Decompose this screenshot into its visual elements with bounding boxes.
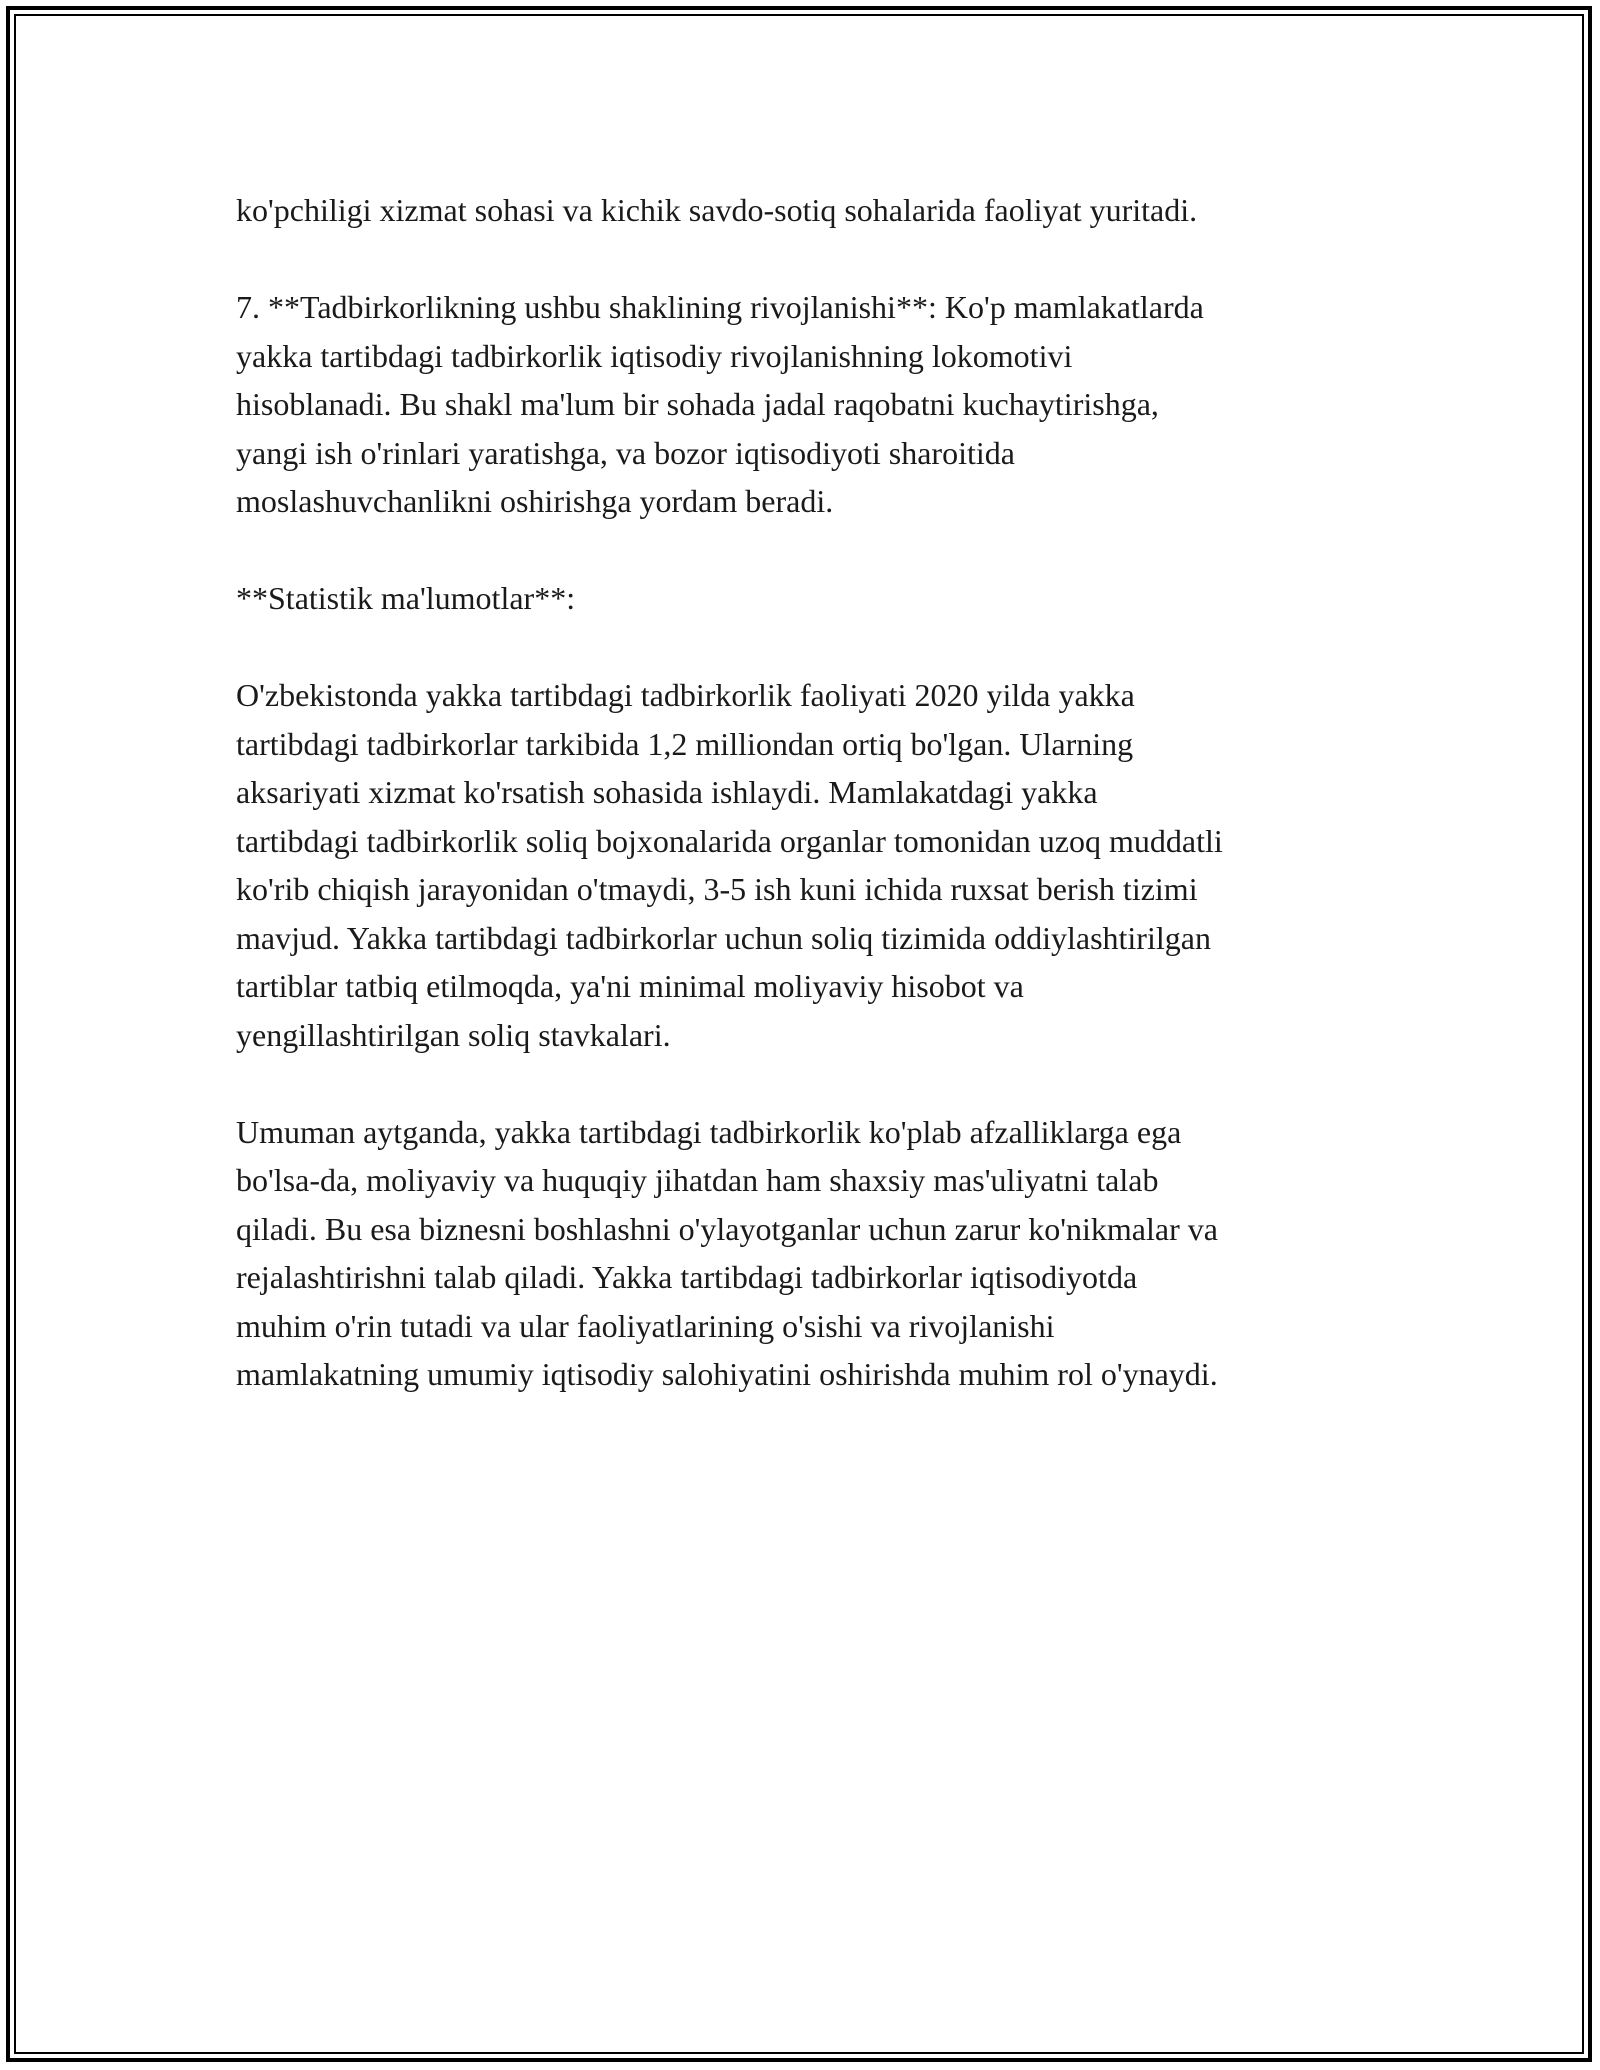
document-body (236, 186, 1396, 1399)
paragraph-statistics-heading: **Statistik ma'lumotlar**: (236, 580, 576, 616)
paragraph-item-7: 7. **Tadbirkorlikning ushbu shaklining rivojlanishi**: Ko'p mamlakatlarda yakka tartibdagi tadbirkorlik iqtisodiy rivojlanishning lokomotivi hisoblanadi. Bu shakl ma'lum bir sohada jadal raqobatni kuchaytirishga, yangi ish o'rinlari yaratishga, va bozor iqtisodiyoti sharoitida moslashuvchanlikni oshirishga yordam beradi. (236, 289, 1204, 519)
paragraph-continuation: ko'pchiligi xizmat sohasi va kichik savdo-sotiq sohalarida faoliyat yuritadi. (236, 192, 1198, 228)
paragraph-conclusion: Umuman aytganda, yakka tartibdagi tadbirkorlik ko'plab afzalliklarga ega bo'lsa-da, moliyaviy va huquqiy jihatdan ham shaxsiy mas'uliyatni talab qiladi. Bu esa biznesni boshlashni o'ylayotganlar uchun zarur ko'nikmalar va rejalashtirishni talab qiladi. Yakka tartibdagi tadbirkorlar iqtisodiyotda muhim o'rin tutadi va ular faoliyatlarining o'sishi va rivojlanishi mamlakatning umumiy iqtisodiy salohiyatini oshirishda muhim rol o'ynaydi. (236, 1113, 1218, 1392)
paragraph-statistics: O'zbekistonda yakka tartibdagi tadbirkorlik faoliyati 2020 yilda yakka tartibdagi tadbirkorlar tarkibida 1,2 milliondan ortiq bo'lgan. Ularning aksariyati xizmat ko'rsatish sohasida ishlaydi. Mamlakatdagi yakka tartibdagi tadbirkorlik soliq bojxonalarida organlar tomonidan uzoq muddatli ko'rib chiqish jarayonidan o'tmaydi, 3-5 ish kuni ichida ruxsat berish tizimi mavjud. Yakka tartibdagi tadbirkorlar uchun soliq tizimida oddiylashtirilgan tartiblar tatbiq etilmoqda, ya'ni minimal moliyaviy hisobot va yengillashtirilgan soliq stavkalari. (236, 677, 1223, 1053)
